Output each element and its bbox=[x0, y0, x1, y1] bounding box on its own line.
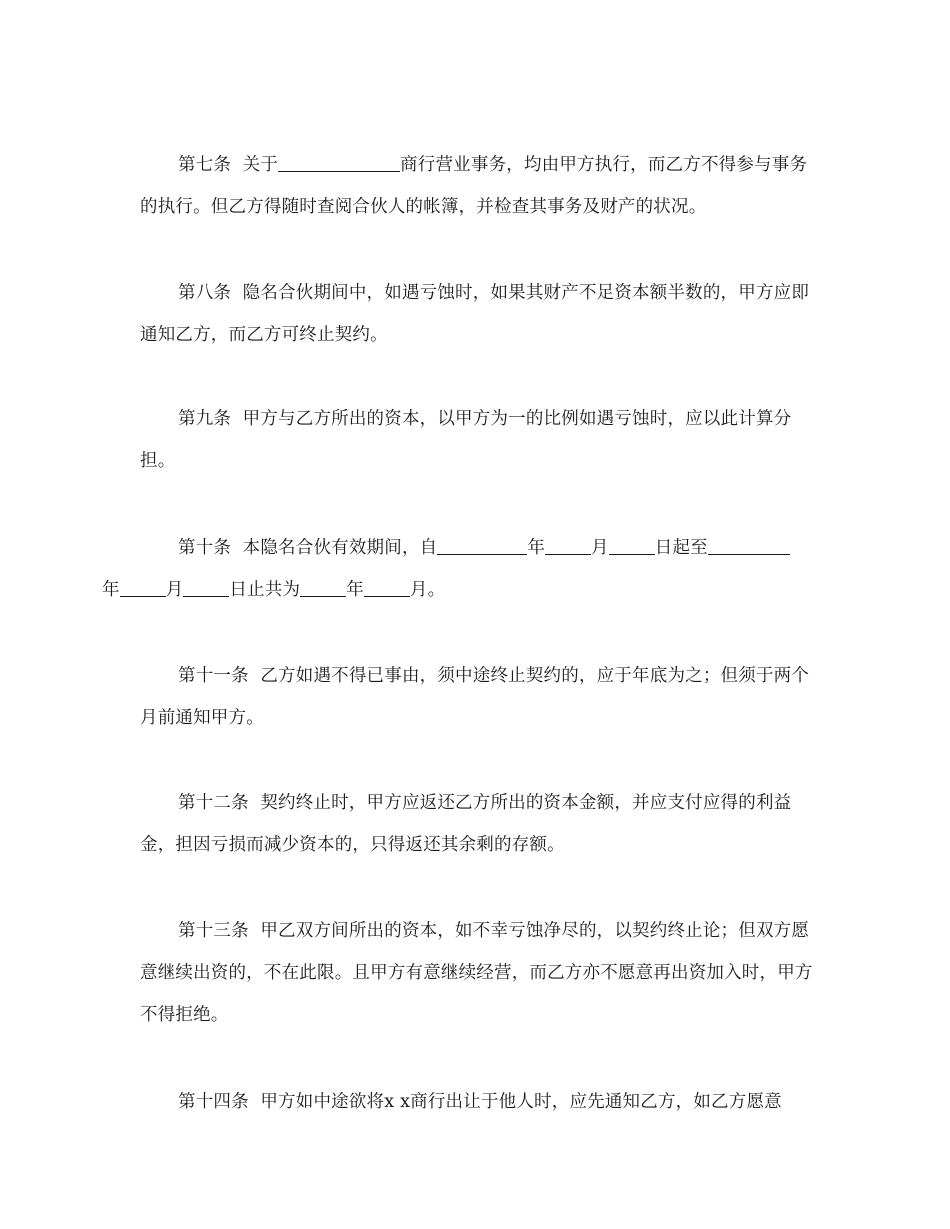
article-7-text-b: 商行营业事务，均由甲方执行，而乙方不得参与事务的执行。但乙方得随时查阅合伙人的帐簿，并检查其事务及财产的状况。 bbox=[140, 155, 808, 217]
total-months-blank[interactable] bbox=[364, 578, 410, 597]
article-7-text-a: 关于 bbox=[242, 155, 279, 175]
article-11 bbox=[140, 655, 815, 739]
start-day-blank[interactable] bbox=[609, 536, 655, 555]
article-13-head: 第十三条 bbox=[178, 921, 249, 941]
article-7-head: 第七条 bbox=[178, 155, 232, 175]
article-11-head: 第十一条 bbox=[178, 666, 249, 686]
end-month-label: 月 bbox=[165, 580, 184, 600]
article-10 bbox=[102, 527, 815, 611]
article-11-text: 乙方如遇不得已事由，须中途终止契约的，应于年底为之；但须于两个月前通知甲方。 bbox=[140, 666, 810, 728]
article-14-head: 第十四条 bbox=[178, 1092, 249, 1112]
article-14 bbox=[140, 1081, 815, 1123]
start-month-blank[interactable] bbox=[545, 536, 591, 555]
article-10-head: 第十条 bbox=[178, 538, 232, 558]
article-13 bbox=[140, 910, 815, 1036]
article-14-text: 甲方如中途欲将x x商行出让于他人时，应先通知乙方，如乙方愿意 bbox=[260, 1092, 782, 1112]
end-month-blank[interactable] bbox=[120, 578, 166, 597]
end-year-blank[interactable] bbox=[708, 536, 790, 555]
article-12 bbox=[140, 782, 815, 866]
end-year-label: 年 bbox=[102, 580, 120, 600]
day-to-label: 日起至 bbox=[654, 538, 708, 558]
article-8-head: 第八条 bbox=[178, 283, 232, 303]
shop-name-blank[interactable] bbox=[278, 153, 400, 172]
total-year-label: 年 bbox=[346, 580, 364, 600]
article-8 bbox=[140, 272, 815, 356]
day-end-label: 日止共为 bbox=[229, 580, 301, 600]
end-day-blank[interactable] bbox=[183, 578, 229, 597]
article-12-text: 契约终止时，甲方应返还乙方所出的资本金额，并应支付应得的利益金，担因亏损而减少资本的，只得返还其余剩的存额。 bbox=[140, 793, 792, 855]
article-13-text: 甲乙双方间所出的资本，如不幸亏蚀净尽的，以契约终止论；但双方愿意继续出资的，不在此限。且甲方有意继续经营，而乙方亦不愿意再出资加入时，甲方不得拒绝。 bbox=[140, 921, 813, 1025]
article-9 bbox=[140, 398, 815, 482]
article-9-text: 甲方与乙方所出的资本，以甲方为一的比例如遇亏蚀时，应以此计算分担。 bbox=[140, 409, 792, 471]
article-12-head: 第十二条 bbox=[178, 793, 249, 813]
year-label: 年 bbox=[527, 538, 546, 558]
start-year-blank[interactable] bbox=[437, 536, 527, 555]
article-7 bbox=[140, 144, 815, 228]
total-month-label: 月。 bbox=[409, 580, 446, 600]
article-10-text: 本隐名合伙有效期间，自 bbox=[242, 538, 438, 558]
article-9-head: 第九条 bbox=[178, 409, 232, 429]
total-years-blank[interactable] bbox=[300, 578, 346, 597]
month-label: 月 bbox=[591, 538, 609, 558]
article-8-text: 隐名合伙期间中，如遇亏蚀时，如果其财产不足资本额半数的，甲方应即通知乙方，而乙方可终止契约。 bbox=[140, 283, 810, 345]
